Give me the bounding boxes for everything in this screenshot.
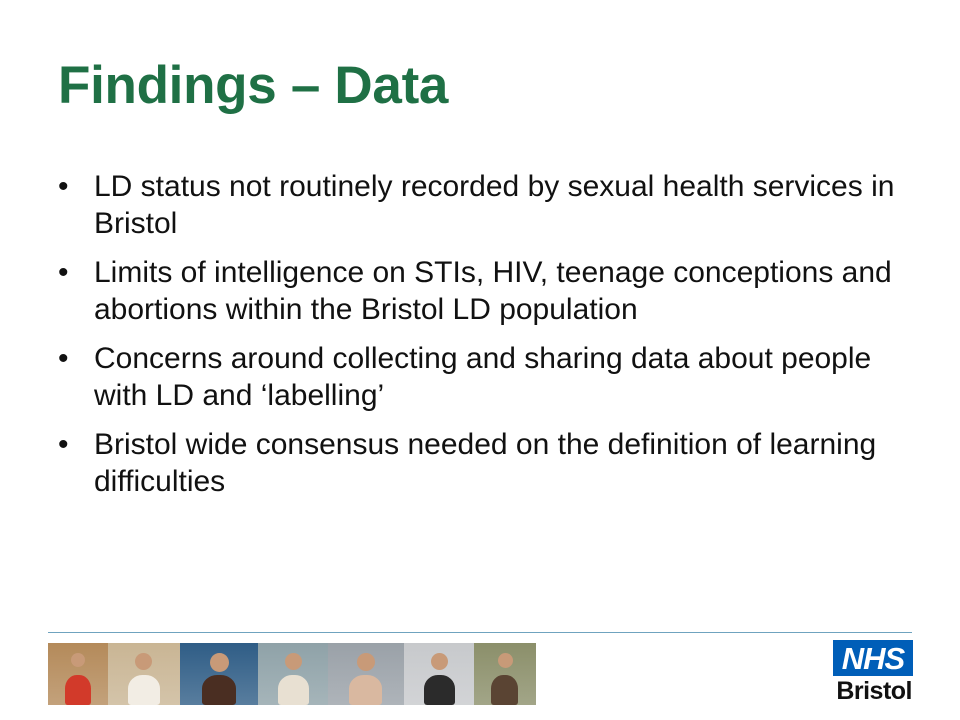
photo-dental-check bbox=[328, 643, 404, 705]
photo-person-figure bbox=[349, 675, 382, 705]
photo-person-head bbox=[71, 653, 85, 667]
bullet-text: Limits of intelligence on STIs, HIV, teenage conceptions and abortions within the Bristol LD population bbox=[94, 256, 892, 326]
bullet-item bbox=[58, 426, 908, 500]
bullet-text: Concerns around collecting and sharing data about people with LD and ‘labelling’ bbox=[94, 342, 872, 412]
bullet-item bbox=[58, 168, 908, 242]
bullet-marker: • bbox=[58, 428, 69, 461]
slide-title: Findings – Data bbox=[58, 56, 449, 115]
bullet-marker: • bbox=[58, 170, 69, 203]
photo-doctor-consultation bbox=[404, 643, 474, 705]
footer-divider bbox=[48, 632, 912, 633]
photo-person-figure bbox=[424, 675, 455, 705]
photo-person-head bbox=[210, 653, 229, 672]
bullet-item bbox=[58, 340, 908, 414]
photo-children-smiling bbox=[108, 643, 180, 705]
photo-person-figure bbox=[278, 675, 309, 705]
bullet-item bbox=[58, 254, 908, 328]
photo-person-head bbox=[135, 653, 152, 670]
bullet-list bbox=[58, 168, 908, 512]
photo-person-head bbox=[357, 653, 375, 671]
photo-strip bbox=[48, 643, 536, 705]
photo-person-figure bbox=[65, 675, 91, 705]
photo-person-figure bbox=[128, 675, 160, 705]
nhs-logo-box bbox=[832, 639, 914, 677]
photo-woman-waving bbox=[180, 643, 258, 705]
bullet-text: Bristol wide consensus needed on the definition of learning difficulties bbox=[94, 428, 877, 498]
bullet-marker: • bbox=[58, 342, 69, 375]
bullet-marker: • bbox=[58, 256, 69, 289]
photo-person-head bbox=[431, 653, 448, 670]
photo-person-head bbox=[498, 653, 513, 668]
photo-reception-desk bbox=[474, 643, 536, 705]
photo-person-figure bbox=[491, 675, 518, 705]
photo-person-figure bbox=[202, 675, 236, 705]
nhs-logo-mark: NHS bbox=[841, 640, 905, 676]
photo-older-people bbox=[258, 643, 328, 705]
nhs-bristol-logo bbox=[832, 639, 912, 704]
bullet-text: LD status not routinely recorded by sexual health services in Bristol bbox=[94, 170, 895, 240]
nhs-logo-org: Bristol bbox=[836, 677, 912, 705]
photo-child-with-ball bbox=[48, 643, 108, 705]
photo-person-head bbox=[285, 653, 302, 670]
